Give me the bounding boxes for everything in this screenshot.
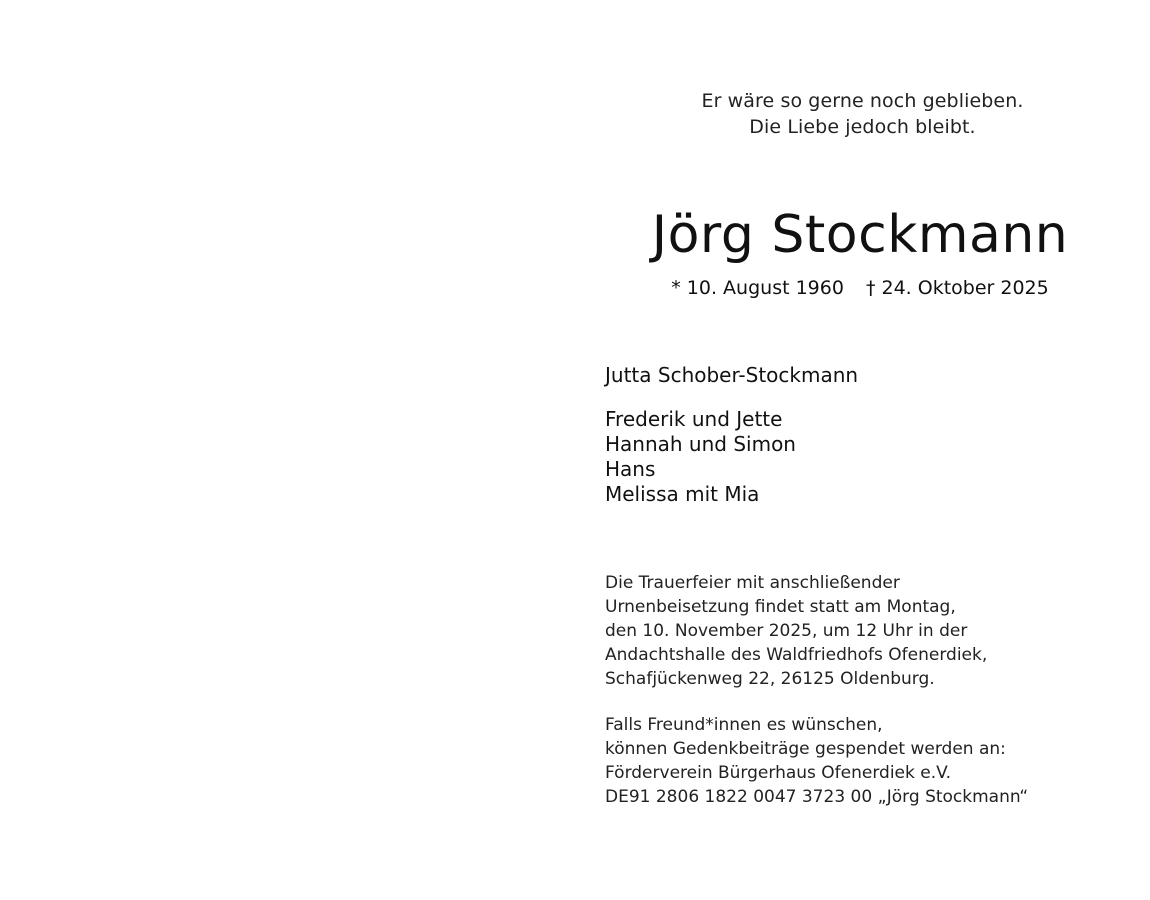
ceremony-line: den 10. November 2025, um 12 Uhr in der [605, 621, 968, 641]
donation-details [605, 713, 1135, 809]
funeral-information [605, 571, 1135, 809]
memorial-quote [590, 88, 1135, 140]
mourners-list [605, 363, 1125, 507]
spouse-name: Jutta Schober-Stockmann [605, 363, 859, 387]
quote-line-2: Die Liebe jedoch bleibt. [749, 116, 976, 138]
donation-line: Falls Freund*innen es wünschen, [605, 715, 883, 735]
life-dates [560, 274, 1150, 302]
ceremony-details [605, 571, 1135, 691]
family-member: Hans [605, 457, 656, 481]
ceremony-line: Schafjückenweg 22, 26125 Oldenburg. [605, 669, 935, 689]
family-member: Frederik und Jette [605, 407, 783, 431]
deceased-name: Jörg Stockmann [651, 205, 1069, 265]
birth-date: * 10. August 1960 [671, 277, 844, 299]
donation-iban-line: DE91 2806 1822 0047 3723 00 „Jörg Stockmann“ [605, 787, 1029, 807]
death-date: † 24. Oktober 2025 [865, 277, 1049, 299]
family-member: Hannah und Simon [605, 432, 796, 456]
donation-line: können Gedenkbeiträge gespendet werden an: [605, 739, 1006, 759]
family-member: Melissa mit Mia [605, 482, 760, 506]
ceremony-line: Urnenbeisetzung findet statt am Montag, [605, 597, 956, 617]
ceremony-line: Die Trauerfeier mit anschließender [605, 573, 900, 593]
ceremony-line: Andachtshalle des Waldfriedhofs Ofenerdiek, [605, 645, 988, 665]
quote-line-1: Er wäre so gerne noch geblieben. [701, 90, 1024, 112]
donation-line: Förderverein Bürgerhaus Ofenerdiek e.V. [605, 763, 951, 783]
